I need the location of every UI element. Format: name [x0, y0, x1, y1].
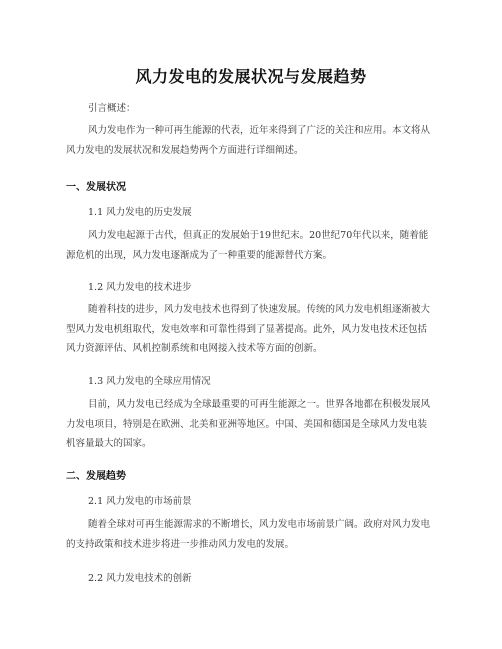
section-1-1-paragraph: 风力发电起源于古代，但真正的发展始于19世纪末。20世纪70年代以来，随着能源危机的出现，风力发电逐渐成为了一种重要的能源替代方案。 [66, 230, 429, 261]
section-2-2-title: 2.2 风力发电技术的创新 [88, 573, 192, 584]
section-1-2-title: 1.2 风力发电的技术进步 [88, 282, 192, 293]
document-title: 风力发电的发展状况与发展趋势 [135, 67, 367, 86]
section-1-3-title: 1.3 风力发电的全球应用情况 [88, 376, 211, 387]
section-1-3-paragraph: 目前，风力发电已经成为全球最重要的可再生能源之一。世界各地都在积极发展风力发电项目，特别是在欧洲、北美和亚洲等地区。中国、美国和德国是全球风力发电装机容量最大的国家。 [66, 399, 431, 450]
section-1-heading: 一、发展状况 [66, 182, 126, 193]
intro-paragraph: 风力发电作为一种可再生能源的代表，近年来得到了广泛的关注和应用。本文将从风力发电的发展状况和发展趋势两个方面进行详细阐述。 [66, 125, 431, 156]
section-2-heading: 二、发展趋势 [66, 471, 126, 482]
section-2-1-title: 2.1 风力发电的市场前景 [88, 496, 192, 507]
section-1-1-title: 1.1 风力发电的历史发展 [88, 207, 192, 218]
section-1-2-paragraph: 随着科技的进步，风力发电技术也得到了快速发展。传统的风力发电机组逐渐被大型风力发电机组取代，发电效率和可靠性得到了显著提高。此外，风力发电技术还包括风力资源评估、风机控制系统和电网接入技术等方面的创新。 [66, 304, 431, 355]
section-2-1-paragraph: 随着全球对可再生能源需求的不断增长，风力发电市场前景广阔。政府对风力发电的支持政策和技术进步将进一步推动风力发电的发展。 [66, 519, 431, 550]
intro-label: 引言概述： [88, 103, 136, 114]
